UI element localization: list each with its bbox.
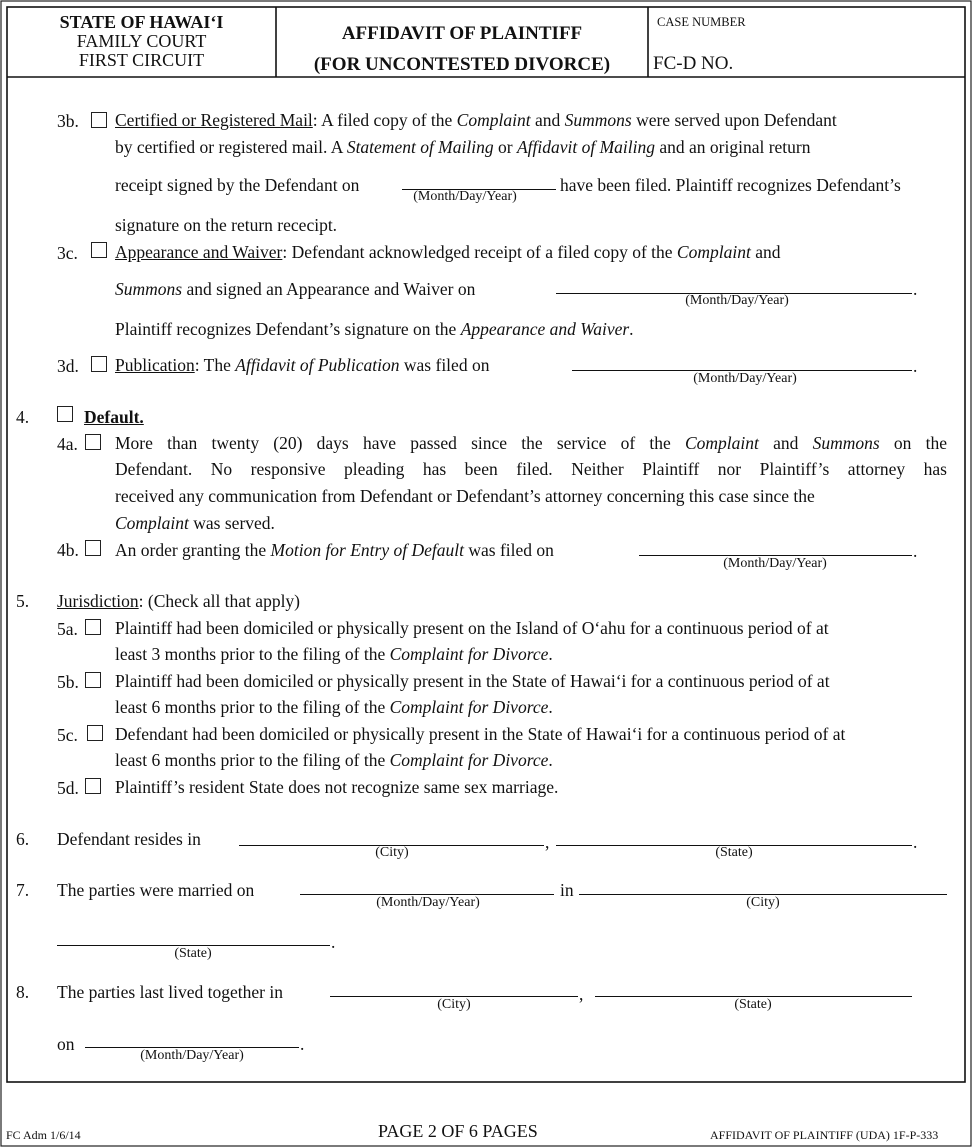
item-3b-number: 3b. [57, 111, 79, 131]
form-subtitle: (FOR UNCONTESTED DIVORCE) [313, 54, 611, 75]
footer-page-number: PAGE 2 OF 6 PAGES [378, 1121, 538, 1141]
item-7-text: The parties were married on [57, 880, 255, 900]
caption-8-date: (Month/Day/Year) [140, 1048, 244, 1063]
item-8-comma: , [579, 984, 584, 1004]
caption-6-city: (City) [375, 845, 409, 860]
item-4b-period: . [913, 541, 918, 561]
item-5-heading: Jurisdiction: (Check all that apply) [57, 591, 301, 611]
caption-7-state: (State) [174, 946, 212, 961]
item-7-period: . [331, 932, 336, 952]
item-4-number: 4. [16, 407, 30, 427]
item-4a-line2: Defendant. No responsive pleading has been filed. Neither Plaintiff nor Plaintiff’s attorney has [115, 459, 947, 479]
item-5c-number: 5c. [57, 725, 78, 745]
checkbox-5d[interactable] [85, 778, 101, 794]
caption-6-state: (State) [715, 845, 753, 860]
item-5c-line1: Defendant had been domiciled or physically present in the State of Hawai‘i for a continuous period of at [115, 724, 846, 744]
item-3c-heading: Appearance and Waiver [115, 242, 283, 262]
item-4a-line3: received any communication from Defendant or Defendant’s attorney concerning this case since the [115, 486, 815, 506]
court-state: STATE OF HAWAI‘I [59, 12, 224, 32]
item-5a-number: 5a. [57, 619, 78, 639]
item-3c-number: 3c. [57, 243, 78, 263]
checkbox-3c[interactable] [91, 242, 107, 258]
item-4a-line1: More than twenty (20) days have passed since the service of the Complaint and Summons on the [115, 433, 947, 453]
item-8-on: on [57, 1034, 75, 1054]
item-3b-line4: signature on the return rececipt. [115, 215, 338, 235]
item-8-text: The parties last lived together in [57, 982, 283, 1002]
item-5-number: 5. [16, 591, 30, 611]
item-5b-line1: Plaintiff had been domiciled or physically present in the State of Hawai‘i for a continuous period of at [115, 671, 830, 691]
item-3b-heading: Certified or Registered Mail [115, 110, 313, 130]
item-3d-line1: Publication: The Affidavit of Publication was filed on [115, 355, 490, 375]
caption-7-date: (Month/Day/Year) [376, 895, 480, 910]
caption-3c-date: (Month/Day/Year) [685, 293, 789, 308]
item-3b-line3-text: receipt signed by the Defendant on [115, 175, 360, 195]
caption-8-city: (City) [437, 997, 471, 1012]
court-circuit: FIRST CIRCUIT [78, 50, 205, 70]
footer-form-date: FC Adm 1/6/14 [6, 1128, 81, 1142]
item-3d-heading: Publication [115, 355, 195, 375]
checkbox-3d[interactable] [91, 356, 107, 372]
item-4b-number: 4b. [57, 540, 79, 560]
item-5d-line1: Plaintiff’s resident State does not recognize same sex marriage. [115, 777, 559, 797]
item-7-number: 7. [16, 880, 30, 900]
item-7-in: in [560, 880, 574, 900]
item-3c-line2: Summons and signed an Appearance and Waiver on [115, 279, 476, 299]
item-3b-line2: by certified or registered mail. A Statement of Mailing or Affidavit of Mailing and an original return [115, 137, 811, 157]
checkbox-5c[interactable] [87, 725, 103, 741]
case-number-field[interactable]: FC-D NO. [653, 53, 734, 74]
footer-form-id: AFFIDAVIT OF PLAINTIFF (UDA) 1F-P-333 [710, 1128, 939, 1142]
court-name-block [7, 13, 276, 70]
item-4b-line1: An order granting the Motion for Entry of Default was filed on [115, 540, 554, 560]
checkbox-5a[interactable] [85, 619, 101, 635]
checkbox-3b[interactable] [91, 112, 107, 128]
item-4a-line4: Complaint was served. [115, 513, 275, 533]
item-3d-period: . [913, 356, 918, 376]
item-5a-line2: least 3 months prior to the filing of the Complaint for Divorce. [115, 644, 553, 664]
item-3b-line3-rest: have been filed. Plaintiff recognizes Defendant’s [560, 175, 901, 195]
item-5b-line2: least 6 months prior to the filing of the Complaint for Divorce. [115, 697, 553, 717]
item-6-number: 6. [16, 829, 30, 849]
item-8-period: . [300, 1034, 305, 1054]
item-3d-number: 3d. [57, 356, 79, 376]
item-4a-number: 4a. [57, 434, 78, 454]
item-5c-line2: least 6 months prior to the filing of the Complaint for Divorce. [115, 750, 553, 770]
caption-7-city: (City) [746, 895, 780, 910]
item-5b-number: 5b. [57, 672, 79, 692]
item-8-number: 8. [16, 982, 30, 1002]
item-5a-line1: Plaintiff had been domiciled or physically present on the Island of O‘ahu for a continuous period of at [115, 618, 829, 638]
item-6-comma: , [545, 832, 550, 852]
item-6-text: Defendant resides in [57, 829, 201, 849]
item-5d-number: 5d. [57, 778, 79, 798]
checkbox-4a[interactable] [85, 434, 101, 450]
checkbox-5b[interactable] [85, 672, 101, 688]
item-4-heading: Default. [84, 407, 144, 427]
item-3c-line1: Appearance and Waiver: Defendant acknowledged receipt of a filed copy of the Complaint and [115, 242, 781, 262]
checkbox-4[interactable] [57, 406, 73, 422]
form-title-block [276, 18, 648, 80]
case-number-label: CASE NUMBER [657, 15, 746, 29]
caption-4b-date: (Month/Day/Year) [723, 556, 827, 571]
caption-3b-date: (Month/Day/Year) [413, 189, 517, 204]
item-3c-line3: Plaintiff recognizes Defendant’s signature on the Appearance and Waiver. [115, 319, 634, 339]
form-title: AFFIDAVIT OF PLAINTIFF [341, 23, 583, 44]
item-3b-line1: Certified or Registered Mail: A filed copy of the Complaint and Summons were served upon Defendant [115, 110, 837, 130]
item-3c-period: . [913, 279, 918, 299]
caption-3d-date: (Month/Day/Year) [693, 371, 797, 386]
court-division: FAMILY COURT [76, 31, 207, 51]
caption-8-state: (State) [734, 997, 772, 1012]
item-6-period: . [913, 832, 918, 852]
checkbox-4b[interactable] [85, 540, 101, 556]
